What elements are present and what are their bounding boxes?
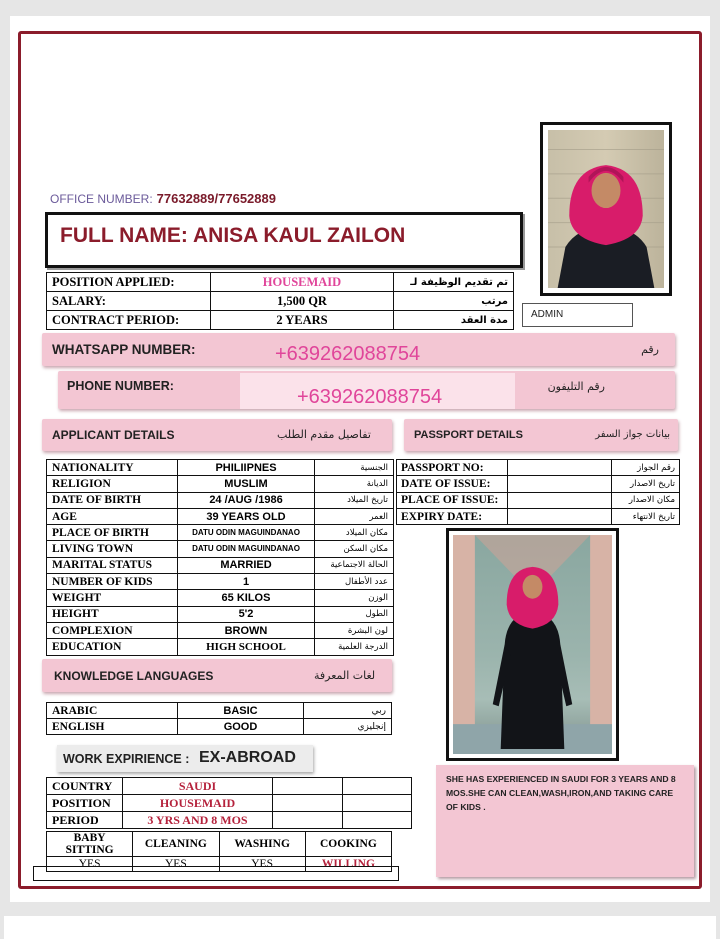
detail-label-ar: الديانة [315, 476, 394, 492]
phone-label: PHONE NUMBER: [67, 379, 174, 393]
table-row [47, 525, 394, 541]
detail-label: NATIONALITY [47, 460, 178, 476]
passport-label-ar: رقم الجواز [612, 460, 680, 476]
table-row [397, 460, 680, 476]
table-row [47, 778, 412, 795]
phone-number[interactable]: +639262088754 [297, 386, 443, 408]
detail-label-ar: الوزن [315, 590, 394, 606]
contract-label: CONTRACT PERIOD: [47, 311, 211, 330]
language-level: GOOD [178, 719, 304, 735]
experience-value: 3 YRS AND 8 MOS [123, 812, 273, 829]
table-row [47, 460, 394, 476]
office-number-value: 77632889/77652889 [156, 191, 276, 206]
applicant-details-title-ar: تفاصيل مقدم الطلب [277, 428, 371, 441]
experience-table [46, 777, 412, 829]
table-row [397, 492, 680, 508]
language-label: ENGLISH [47, 719, 178, 735]
phone-label-ar: رقم التليفون [547, 380, 605, 393]
table-row [397, 508, 680, 524]
detail-label: COMPLEXION [47, 622, 178, 638]
skill-value: WILLING [305, 857, 391, 872]
passport-label-ar: تاريخ الاصدار [612, 476, 680, 492]
passport-value [508, 476, 612, 492]
detail-value: 1 [178, 574, 315, 590]
salary-value: 1,500 QR [210, 292, 394, 311]
detail-value: MARRIED [178, 557, 315, 573]
detail-value: MUSLIM [178, 476, 315, 492]
office-number [50, 191, 276, 206]
table-row [397, 476, 680, 492]
experience-empty-cell [273, 795, 343, 812]
detail-label-ar: الطول [315, 606, 394, 622]
passport-value [508, 508, 612, 524]
contract-label-ar: مدة العقد [394, 311, 514, 330]
detail-label: EDUCATION [47, 639, 178, 655]
detail-label: MARITAL STATUS [47, 557, 178, 573]
language-label-ar: إنجليزي [304, 719, 392, 735]
blank-row [33, 866, 399, 881]
detail-label-ar: الجنسية [315, 460, 394, 476]
table-row [47, 719, 392, 735]
salary-label-ar: مرتب [394, 292, 514, 311]
detail-label: LIVING TOWN [47, 541, 178, 557]
table-row [47, 292, 514, 311]
table-row [47, 557, 394, 573]
skill-value: YES [219, 857, 305, 872]
passport-details-title: PASSPORT DETAILS [414, 429, 523, 441]
table-row [47, 541, 394, 557]
experience-value: HOUSEMAID [123, 795, 273, 812]
languages-table [46, 702, 392, 735]
position-table [46, 272, 514, 330]
table-row [47, 273, 514, 292]
language-label: ARABIC [47, 703, 178, 719]
salary-label: SALARY: [47, 292, 211, 311]
admin-box: ADMIN [522, 303, 633, 327]
skill-header: WASHING [219, 832, 305, 857]
passport-details-band [404, 419, 678, 451]
detail-label-ar: عدد الأطفال [315, 574, 394, 590]
experience-empty-cell [342, 795, 412, 812]
languages-title: KNOWLEDGE LANGUAGES [54, 669, 214, 683]
table-row [47, 832, 392, 857]
applicant-details-title: APPLICANT DETAILS [52, 428, 175, 442]
experience-value: SAUDI [123, 778, 273, 795]
applicant-details-table [46, 459, 394, 656]
full-body-photo [446, 528, 619, 761]
table-row [47, 508, 394, 524]
full-name-box [45, 212, 523, 268]
whatsapp-number[interactable]: +639262088754 [275, 343, 421, 365]
table-row [47, 795, 412, 812]
table-row [47, 703, 392, 719]
office-label: OFFICE NUMBER: [50, 192, 153, 206]
skill-header: COOKING [305, 832, 391, 857]
detail-label-ar: تاريخ الميلاد [315, 492, 394, 508]
table-row [47, 476, 394, 492]
detail-label: DATE OF BIRTH [47, 492, 178, 508]
detail-label-ar: لون البشرة [315, 622, 394, 638]
detail-value: 65 KILOS [178, 590, 315, 606]
passport-label-ar: تاريخ الانتهاء [612, 508, 680, 524]
experience-empty-cell [342, 812, 412, 829]
detail-value: DATU ODIN MAGUINDANAO [178, 525, 315, 541]
detail-value: PHILIIPNES [178, 460, 315, 476]
table-row [47, 639, 394, 655]
passport-label: EXPIRY DATE: [397, 508, 508, 524]
detail-label: AGE [47, 508, 178, 524]
experience-empty-cell [273, 812, 343, 829]
work-experience-value: EX-ABROAD [199, 749, 296, 766]
skill-header: CLEANING [133, 832, 219, 857]
experience-label: POSITION [47, 795, 123, 812]
detail-label-ar: الدرجة العلمية [315, 639, 394, 655]
language-label-ar: ربي [304, 703, 392, 719]
position-label: POSITION APPLIED: [47, 273, 211, 292]
detail-label: WEIGHT [47, 590, 178, 606]
contract-value: 2 YEARS [210, 311, 394, 330]
skill-value: YES [47, 857, 133, 872]
passport-label-ar: مكان الاصدار [612, 492, 680, 508]
detail-label-ar: مكان السكن [315, 541, 394, 557]
table-row [47, 492, 394, 508]
detail-value: 24 /AUG /1986 [178, 492, 315, 508]
passport-label: PASSPORT NO: [397, 460, 508, 476]
portrait-photo [540, 122, 672, 296]
passport-table [396, 459, 680, 525]
experience-note-box [436, 765, 694, 877]
languages-title-ar: لغات المعرفة [314, 669, 376, 682]
passport-details-title-ar: بيانات جواز السفر [595, 429, 670, 440]
table-row [47, 606, 394, 622]
work-experience-band [57, 745, 313, 772]
experience-note: SHE HAS EXPERIENCED IN SAUDI FOR 3 YEARS AND 8 MOS.SHE CAN CLEAN,WASH,IRON,AND TAKING CARE OF KIDS . [446, 774, 676, 812]
language-level: BASIC [178, 703, 304, 719]
passport-value [508, 492, 612, 508]
detail-value: HIGH SCHOOL [178, 639, 315, 655]
passport-label: PLACE OF ISSUE: [397, 492, 508, 508]
languages-band [42, 659, 392, 692]
experience-label: COUNTRY [47, 778, 123, 795]
detail-label: RELIGION [47, 476, 178, 492]
next-page-edge [4, 916, 716, 939]
passport-label: DATE OF ISSUE: [397, 476, 508, 492]
detail-value: 5'2 [178, 606, 315, 622]
detail-label: HEIGHT [47, 606, 178, 622]
detail-label: NUMBER OF KIDS [47, 574, 178, 590]
experience-label: PERIOD [47, 812, 123, 829]
table-row [47, 812, 412, 829]
table-row [47, 574, 394, 590]
detail-value: BROWN [178, 622, 315, 638]
detail-label-ar: الحالة الاجتماعية [315, 557, 394, 573]
detail-label: PLACE OF BIRTH [47, 525, 178, 541]
full-name: FULL NAME: ANISA KAUL ZAILON [60, 224, 406, 247]
whatsapp-label: WHATSAPP NUMBER: [52, 342, 196, 357]
skill-value: YES [133, 857, 219, 872]
table-row [47, 590, 394, 606]
skill-header: BABY SITTING [47, 832, 133, 857]
whatsapp-label-ar: رقم [641, 343, 659, 356]
table-row [47, 311, 514, 330]
applicant-details-band [42, 419, 392, 451]
position-value: HOUSEMAID [210, 273, 394, 292]
work-experience-label: WORK EXPIRIENCE : [63, 752, 190, 766]
detail-label-ar: مكان الميلاد [315, 525, 394, 541]
detail-value: 39 YEARS OLD [178, 508, 315, 524]
passport-value [508, 460, 612, 476]
position-label-ar: تم تقديم الوظيفة لـ [394, 273, 514, 292]
detail-value: DATU ODIN MAGUINDANAO [178, 541, 315, 557]
detail-label-ar: العمر [315, 508, 394, 524]
experience-empty-cell [273, 778, 343, 795]
table-row [47, 622, 394, 638]
experience-empty-cell [342, 778, 412, 795]
